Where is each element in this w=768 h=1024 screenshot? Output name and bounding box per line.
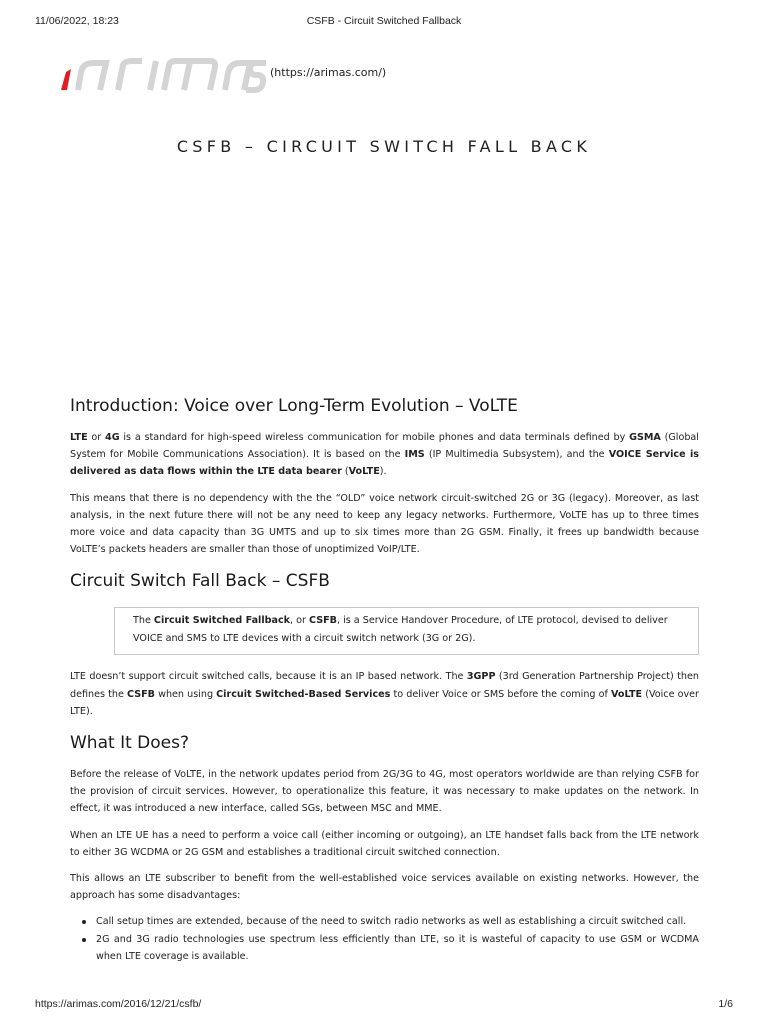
csfb-definition-box: The Circuit Switched Fallback, or CSFB, is a Service Handover Procedure, of LTE protocol, devised to deliver VOICE and SMS to LTE devices with a circuit switch network (3G or 2G). bbox=[114, 607, 699, 655]
intro-heading: Introduction: Voice over Long-Term Evolution – VoLTE bbox=[70, 396, 518, 416]
article-content bbox=[70, 392, 699, 965]
logo-link[interactable]: (https://arimas.com/) bbox=[270, 66, 387, 79]
print-datetime: 11/06/2022, 18:23 bbox=[35, 15, 119, 27]
what-paragraph-2: When an LTE UE has a need to perform a voice call (either incoming or outgoing), an LTE handset falls back from the LTE network to either 3G WCDMA or 2G GSM and establishes a traditional circuit switched connection. bbox=[70, 829, 699, 858]
disadvantages-list bbox=[70, 913, 699, 965]
print-doc-title: CSFB - Circuit Switched Fallback bbox=[306, 15, 462, 27]
page-title: CSFB – CIRCUIT SWITCH FALL BACK bbox=[176, 137, 592, 156]
what-paragraph-1: Before the release of VoLTE, in the network updates period from 2G/3G to 4G, most operators worldwide are than relying CSFB for the provision of circuit services. However, to operationalize this feature, it was necessary to make updates on the network. In effect, it was introduced a new interface, called SGs, between MSC and MME. bbox=[70, 769, 699, 815]
csfb-heading: Circuit Switch Fall Back – CSFB bbox=[70, 571, 330, 592]
arimas-logo[interactable] bbox=[60, 55, 270, 93]
what-paragraph-3: This allows an LTE subscriber to benefit from the well-established voice services available on existing networks. However, the approach has some disadvantages: bbox=[70, 873, 699, 902]
csfb-paragraph-1: LTE doesn’t support circuit switched calls, because it is an IP based network. The 3GPP (3rd Generation Partnership Project) then defines the CSFB when using Circuit Switched-Based Services to deliver Voice or SMS before the coming of VoLTE (Voice over LTE). bbox=[70, 671, 699, 717]
print-footer bbox=[35, 998, 733, 1010]
page-number: 1/6 bbox=[718, 998, 733, 1010]
what-heading: What It Does? bbox=[70, 733, 189, 754]
list-item: Call setup times are extended, because of the need to switch radio networks as well as establishing a circuit switched call. bbox=[96, 913, 699, 930]
intro-paragraph-2: This means that there is no dependency with the the “OLD” voice network circuit-switched 2G or 3G (legacy). Moreover, as last analysis, in the next future there will not be any need to keep any legacy networks. Furthermore, VoLTE has up to three times more voice and data capacity than 3G UMTS and up to six times more than 2G GSM. Finally, it frees up bandwidth because VoLTE’s packets headers are smaller than those of unoptimized VoIP/LTE. bbox=[70, 492, 699, 556]
intro-paragraph-1: LTE or 4G is a standard for high-speed wireless communication for mobile phones and data terminals defined by GSMA (Global System for Mobile Communications Association). It is based on the IMS (IP Multimedia Subsystem), and the VOICE Service is delivered as data flows within the LTE data bearer (VoLTE). bbox=[70, 432, 699, 478]
list-item: 2G and 3G radio technologies use spectrum less efficiently than LTE, so it is wasteful of capacity to use GSM or WCDMA when LTE coverage is available. bbox=[96, 931, 699, 965]
footer-url[interactable]: https://arimas.com/2016/12/21/csfb/ bbox=[35, 998, 202, 1010]
